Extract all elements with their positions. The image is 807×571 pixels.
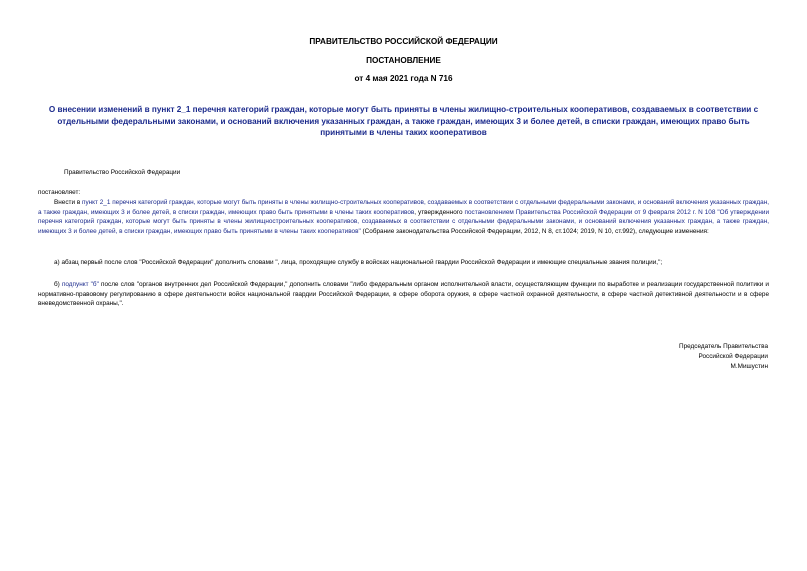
document-date-number: от 4 мая 2021 года N 716	[354, 74, 453, 83]
item-b-prefix: б)	[54, 281, 62, 288]
p1-link-resolution[interactable]: постановлением Правительства Российской Федерации от 9 февраля 2012 г. N 108 "Об утверждении перечня категорий граждан, которые могут быть приняты в члены жилищностроительных кооперативов, создаваемых в соответствии с отдельными федеральными законами, и оснований включения указанных граждан, а также граждан, имеющих 3 и более детей, в списки граждан, имеющих право быть принятыми в члены таких кооперативов"	[38, 208, 770, 235]
p1-prefix: Внести в	[54, 199, 82, 206]
item-b-suffix: после слов "органов внутренних дел Российской Федерации," дополнить словами "либо федеральным органом исполнительной власти, осуществляющим функции по выработке и реализации государственной политики и нормативно-правовому регулированию в сфере деятельности войск национальной гвардии Российской Федерации, в сфере оборота оружия, в сфере частной охранной деятельности, в сфере частной детективной деятельности и в сфере вневедомственной охраны,".	[38, 281, 769, 308]
signature-org: Российской Федерации	[698, 353, 768, 360]
signature-name: М.Мишустин	[730, 363, 768, 370]
p1-mid: , утвержденного	[414, 208, 465, 216]
government-name: ПРАВИТЕЛЬСТВО РОССИЙСКОЙ ФЕДЕРАЦИИ	[309, 37, 498, 46]
lead-text: Правительство Российской Федерации	[64, 169, 181, 176]
item-b-link[interactable]: подпункт "б"	[61, 281, 99, 288]
subject-link[interactable]: пункт 2_1 перечня категорий граждан, которые могут быть приняты в члены жилищно-строительных кооперативов, создаваемых в соответствии с отдельными федеральными законами, и оснований включения указанных граждан, а также граждан, имеющих 3 и более детей, в списки граждан, имеющих право быть принятыми в члены таких кооперативов	[57, 105, 759, 138]
resolves-text: постановляет:	[38, 189, 81, 196]
p1-suffix: (Собрание законодательства Российской Федерации, 2012, N 8, ст.1024; 2019, N 10, ст.992), следующие изменения:	[360, 227, 709, 235]
main-paragraph	[38, 198, 769, 236]
item-b-paragraph	[38, 280, 769, 309]
p1-link-item[interactable]: пункт 2_1 перечня категорий граждан, которые могут быть приняты в члены жилищно-строительных кооперативов, создаваемых в соответствии с отдельными федеральными законами, и оснований включения указанных граждан, а также граждан, имеющих 3 и более детей, в списки граждан, имеющих право быть принятыми в члены таких кооперативов	[38, 199, 769, 216]
item-a-paragraph: а) абзац первый после слов "Российской Федерации" дополнить словами ", лица, проходящие службу в войсках национальной гвардии Российской Федерации и имеющие специальные звания полиции,";	[54, 259, 663, 266]
signature-title: Председатель Правительства	[679, 343, 768, 350]
document-subject	[40, 104, 767, 139]
subject-prefix: О внесении изменений в	[48, 105, 152, 114]
signature-block	[679, 342, 768, 372]
document-type: ПОСТАНОВЛЕНИЕ	[366, 56, 441, 65]
